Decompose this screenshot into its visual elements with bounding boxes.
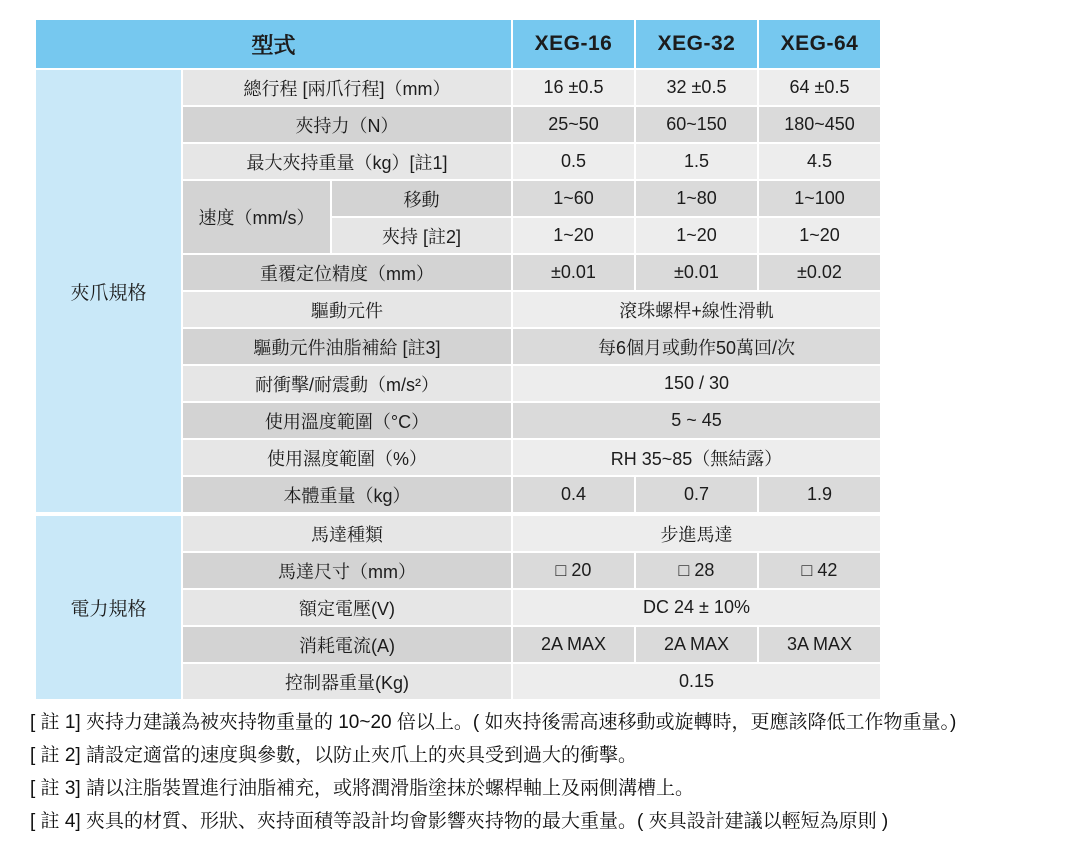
row-label-total-stroke: 總行程 [兩爪行程]（mm） bbox=[183, 70, 511, 105]
row-label-shock-vibration: 耐衝擊/耐震動（m/s²） bbox=[183, 366, 511, 401]
header-model-xeg64: XEG-64 bbox=[759, 20, 880, 68]
header-type-cell: 型式 bbox=[36, 20, 511, 68]
row-label-current-consumption: 消耗電流(A) bbox=[183, 627, 511, 662]
value-drive-element: 滾珠螺桿+線性滑軌 bbox=[513, 292, 880, 327]
value-repeatability-xeg32: ±0.01 bbox=[636, 255, 757, 290]
value-speed-grip-xeg64: 1~20 bbox=[759, 218, 880, 253]
value-motor-size-xeg16: □ 20 bbox=[513, 553, 634, 588]
value-grip-force-xeg64: 180~450 bbox=[759, 107, 880, 142]
row-label-drive-element: 驅動元件 bbox=[183, 292, 511, 327]
row-label-humidity-range: 使用濕度範圍（%） bbox=[183, 440, 511, 475]
header-model-xeg16: XEG-16 bbox=[513, 20, 634, 68]
value-rated-voltage: DC 24 ± 10% bbox=[513, 590, 880, 625]
spec-table bbox=[36, 20, 880, 699]
value-speed-grip-xeg16: 1~20 bbox=[513, 218, 634, 253]
value-humidity-range: RH 35~85（無結露） bbox=[513, 440, 880, 475]
value-body-weight-xeg16: 0.4 bbox=[513, 477, 634, 512]
value-body-weight-xeg32: 0.7 bbox=[636, 477, 757, 512]
value-grip-force-xeg32: 60~150 bbox=[636, 107, 757, 142]
value-total-stroke-xeg32: 32 ±0.5 bbox=[636, 70, 757, 105]
row-label-motor-type: 馬達種類 bbox=[183, 516, 511, 551]
value-body-weight-xeg64: 1.9 bbox=[759, 477, 880, 512]
section-label-gripper-spec: 夾爪規格 bbox=[36, 70, 181, 512]
section-label-power-spec: 電力規格 bbox=[36, 516, 181, 699]
value-motor-type: 步進馬達 bbox=[513, 516, 880, 551]
value-speed-move-xeg64: 1~100 bbox=[759, 181, 880, 216]
row-label-speed-group: 速度（mm/s） bbox=[183, 181, 330, 253]
value-motor-size-xeg64: □ 42 bbox=[759, 553, 880, 588]
header-model-xeg32: XEG-32 bbox=[636, 20, 757, 68]
value-shock-vibration: 150 / 30 bbox=[513, 366, 880, 401]
value-max-payload-xeg64: 4.5 bbox=[759, 144, 880, 179]
row-label-rated-voltage: 額定電壓(V) bbox=[183, 590, 511, 625]
value-grip-force-xeg16: 25~50 bbox=[513, 107, 634, 142]
row-label-speed-grip: 夾持 [註2] bbox=[332, 218, 511, 253]
value-current-xeg16: 2A MAX bbox=[513, 627, 634, 662]
value-current-xeg32: 2A MAX bbox=[636, 627, 757, 662]
row-label-repeatability: 重覆定位精度（mm） bbox=[183, 255, 511, 290]
value-repeatability-xeg64: ±0.02 bbox=[759, 255, 880, 290]
row-label-max-payload: 最大夾持重量（kg）[註1] bbox=[183, 144, 511, 179]
value-motor-size-xeg32: □ 28 bbox=[636, 553, 757, 588]
value-repeatability-xeg16: ±0.01 bbox=[513, 255, 634, 290]
row-label-motor-size: 馬達尺寸（mm） bbox=[183, 553, 511, 588]
value-max-payload-xeg32: 1.5 bbox=[636, 144, 757, 179]
footnotes bbox=[30, 706, 1065, 838]
value-total-stroke-xeg16: 16 ±0.5 bbox=[513, 70, 634, 105]
value-speed-move-xeg32: 1~80 bbox=[636, 181, 757, 216]
footnote-3: [ 註 3] 請以注脂裝置進行油脂補充，或將潤滑脂塗抹於螺桿軸上及兩側溝槽上。 bbox=[30, 778, 694, 799]
footnote-2: [ 註 2] 請設定適當的速度與參數，以防止夾爪上的夾具受到過大的衝擊。 bbox=[30, 745, 637, 766]
value-temp-range: 5 ~ 45 bbox=[513, 403, 880, 438]
row-label-body-weight: 本體重量（kg） bbox=[183, 477, 511, 512]
value-total-stroke-xeg64: 64 ±0.5 bbox=[759, 70, 880, 105]
value-current-xeg64: 3A MAX bbox=[759, 627, 880, 662]
value-controller-weight: 0.15 bbox=[513, 664, 880, 699]
row-label-controller-weight: 控制器重量(Kg) bbox=[183, 664, 511, 699]
row-label-grip-force: 夾持力（N） bbox=[183, 107, 511, 142]
footnote-4: [ 註 4] 夾具的材質、形狀、夾持面積等設計均會影響夾持物的最大重量。( 夾具設計建議以輕短為原則 ) bbox=[30, 811, 889, 832]
value-speed-move-xeg16: 1~60 bbox=[513, 181, 634, 216]
value-grease-refill: 每6個月或動作50萬回/次 bbox=[513, 329, 880, 364]
row-label-grease-refill: 驅動元件油脂補給 [註3] bbox=[183, 329, 511, 364]
footnote-1: [ 註 1] 夾持力建議為被夾持物重量的 10~20 倍以上。( 如夾持後需高速移動或旋轉時，更應該降低工作物重量。) bbox=[30, 712, 957, 733]
value-max-payload-xeg16: 0.5 bbox=[513, 144, 634, 179]
value-speed-grip-xeg32: 1~20 bbox=[636, 218, 757, 253]
row-label-speed-move: 移動 bbox=[332, 181, 511, 216]
row-label-temp-range: 使用溫度範圍（°C） bbox=[183, 403, 511, 438]
